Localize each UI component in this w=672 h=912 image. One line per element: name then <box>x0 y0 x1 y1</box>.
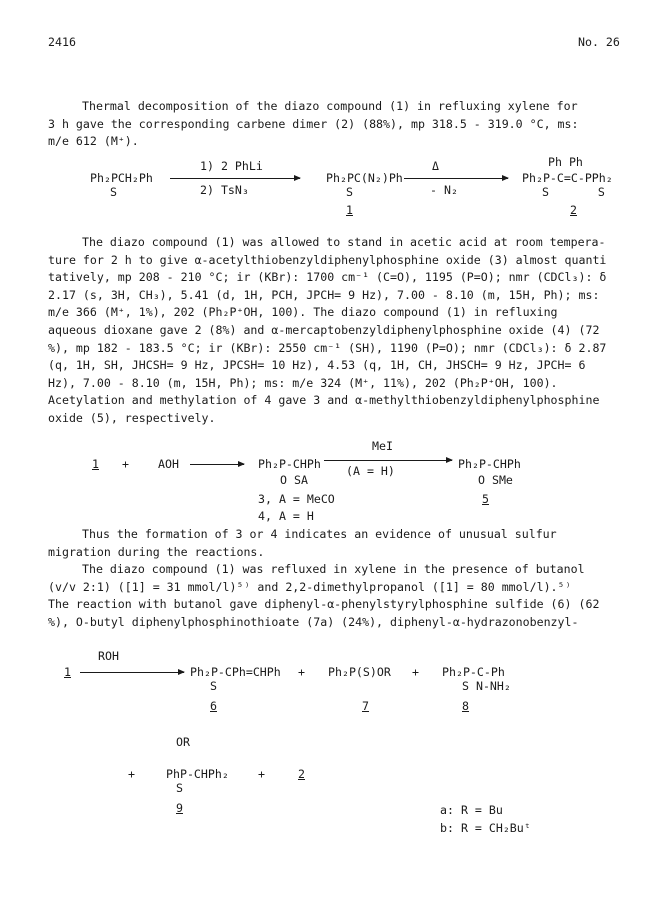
styrylphosphine-sulfide-formula: Ph₂P-CPh=CHPh <box>190 665 281 679</box>
hydrazonobenzyl-formula: Ph₂P-C-Ph <box>442 665 505 679</box>
definition-r-neopentyl: b: R = CH₂Buᵗ <box>440 821 531 835</box>
diazo-compound-formula: Ph₂PC(N₂)Ph <box>326 171 403 185</box>
text-line: The diazo compound (1) was refluxed in xylene in the presence of butanol <box>82 562 585 577</box>
methyl-iodide-reagent: MeI <box>372 439 393 453</box>
methylthio-substituents: O SMe <box>478 473 513 487</box>
compound-number-1: 1 <box>64 665 71 679</box>
reaction-condition: (A = H) <box>346 464 395 478</box>
text-line: Acetylation and methylation of 4 gave 3 and α-methylthiobenzyldiphenylphosphine <box>48 393 600 408</box>
compound-number-8: 8 <box>462 699 469 713</box>
paragraph-acetic-acid-reaction <box>48 234 630 428</box>
alkoxy-substituent: OR <box>176 735 190 749</box>
paragraph-thermal-decomposition <box>48 98 630 151</box>
product-substituents: O SA <box>280 473 308 487</box>
text-line: ture for 2 h to give α-acetylthiobenzyldiphenylphosphine oxide (3) almost quanti <box>48 252 607 267</box>
compound-number-7: 7 <box>362 699 369 713</box>
text-line: aqueous dioxane gave 2 (8%) and α-mercaptobenzyldiphenylphosphine oxide (4) (72 <box>48 322 600 337</box>
plus-sign: + <box>258 767 265 781</box>
text-line: migration during the reactions. <box>48 544 265 559</box>
text-line: (v/v 2:1) ([1] = 31 mmol/l)⁵⁾ and 2,2-dimethylpropanol ([1] = 80 mmol/l).⁵⁾ <box>48 579 572 594</box>
compound-number-5: 5 <box>482 492 489 506</box>
text-line: %), O-butyl diphenylphosphinothioate (7a) (24%), diphenyl-α-hydrazonobenzyl- <box>48 614 579 629</box>
plus-sign: + <box>412 665 419 679</box>
plus-sign: + <box>128 767 135 781</box>
reaction-arrow <box>80 672 184 673</box>
loss-of-nitrogen: - N₂ <box>430 183 458 197</box>
styryl-sulfur: S <box>210 679 217 693</box>
text-line: Hz), 7.00 - 8.10 (m, 15H, Ph); ms: m/e 324 (M⁺, 11%), 202 (Ph₂P⁺OH, 100). <box>48 375 558 390</box>
reaction-arrow <box>404 178 508 179</box>
heat-symbol: Δ <box>432 159 439 173</box>
compound-number-2: 2 <box>298 767 305 781</box>
compound-number-1: 1 <box>92 457 99 471</box>
text-line: %), mp 182 - 183.5 °C; ir (KBr): 2550 cm⁻¹ (SH), 1190 (P=O); nmr (CDCl₃): δ 2.87 <box>48 340 607 355</box>
text-line: 3 h gave the corresponding carbene dimer (2) (88%), mp 318.5 - 319.0 °C, ms: <box>48 116 579 131</box>
text-line: Thus the formation of 3 or 4 indicates an evidence of unusual sulfur <box>82 527 557 541</box>
phosphinothioate-formula: Ph₂P(S)OR <box>328 665 391 679</box>
journal-issue: No. 26 <box>578 35 620 49</box>
reactant-formula: Ph₂PCH₂Ph <box>90 171 153 185</box>
reactant-sulfur: S <box>110 185 117 199</box>
definition-compound-4: 4, A = H <box>258 509 314 523</box>
phenyl-substituents: Ph Ph <box>548 155 583 169</box>
text-line: Thermal decomposition of the diazo compound (1) in refluxing xylene for <box>82 99 578 113</box>
compound-number-1: 1 <box>346 203 353 217</box>
compound-number-2: 2 <box>570 203 577 217</box>
paragraph-sulfur-migration <box>48 526 630 632</box>
text-line: The reaction with butanol gave diphenyl-α-phenylstyrylphosphine sulfide (6) (62 <box>48 597 600 612</box>
text-line: m/e 366 (M⁺, 1%), 202 (Ph₂P⁺OH, 100). The diazo compound (1) in refluxing <box>48 305 558 320</box>
text-line: 2.17 (s, 3H, CH₃), 5.41 (d, 1H, PCH, JPCH= 9 Hz), 7.00 - 8.10 (m, 15H, Ph); ms: <box>48 287 600 302</box>
text-line: tatively, mp 208 - 210 °C; ir (KBr): 1700 cm⁻¹ (C=O), 1195 (P=O); nmr (CDCl₃): δ <box>48 270 607 285</box>
plus-sign: + <box>122 457 129 471</box>
compound-number-9: 9 <box>176 801 183 815</box>
definition-r-butyl: a: R = Bu <box>440 803 503 817</box>
reaction-arrow <box>324 460 452 461</box>
carbene-dimer-formula: Ph₂P-C=C-PPh₂ <box>522 171 613 185</box>
reaction-arrow <box>190 464 244 465</box>
text-line: (q, 1H, SH, JHCSH= 9 Hz, JPCSH= 10 Hz), 4.53 (q, 1H, CH, JHSCH= 9 Hz, JPCH= 6 <box>48 358 586 373</box>
reaction-arrow <box>170 178 300 179</box>
diazo-sulfur: S <box>346 185 353 199</box>
reagent-tsn3: 2) TsN₃ <box>200 183 249 197</box>
dimer-sulfurs: S S <box>542 185 605 199</box>
definition-compound-3: 3, A = MeCO <box>258 492 335 506</box>
alcohol-reagent: ROH <box>98 649 119 663</box>
phosphine-sulfur: S <box>176 781 183 795</box>
acid-reagent: AOH <box>158 457 179 471</box>
page-number: 2416 <box>48 35 76 49</box>
text-line: The diazo compound (1) was allowed to stand in acetic acid at room tempera- <box>82 235 606 249</box>
phosphine-sulfide-formula: PhP-CHPh₂ <box>166 767 229 781</box>
plus-sign: + <box>298 665 305 679</box>
hydrazone-substituents: S N-NH₂ <box>462 679 511 693</box>
reagent-phli: 1) 2 PhLi <box>200 159 263 173</box>
text-line: m/e 612 (M⁺). <box>48 134 139 149</box>
methylthio-product-formula: Ph₂P-CHPh <box>458 457 521 471</box>
product-formula: Ph₂P-CHPh <box>258 457 321 471</box>
text-line: oxide (5), respectively. <box>48 410 216 425</box>
compound-number-6: 6 <box>210 699 217 713</box>
